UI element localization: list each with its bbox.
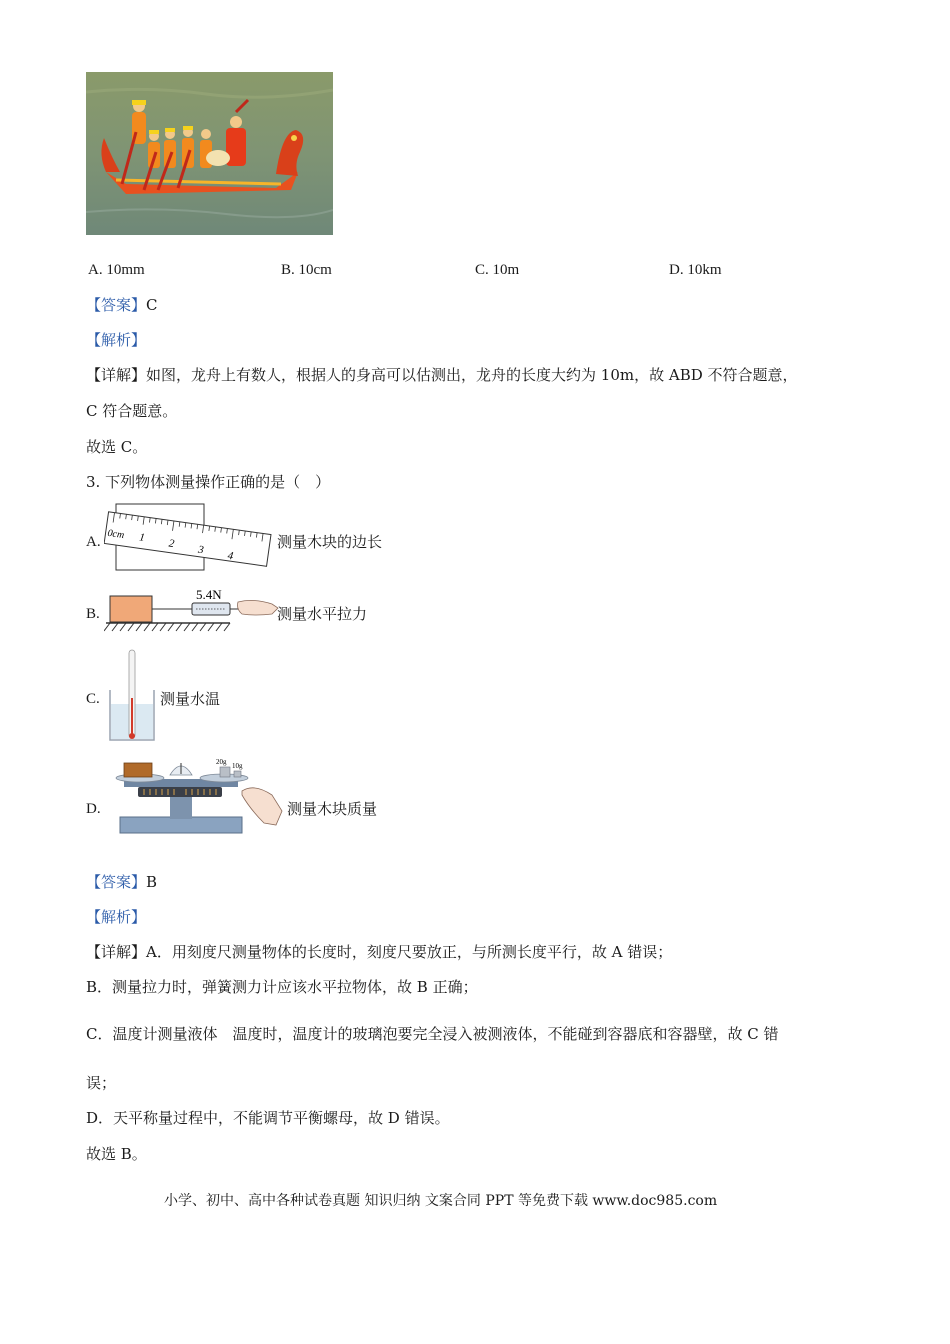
q2-option-a: A. 10mm [88, 262, 145, 278]
q2-detail-line-2: C 符合题意。 [86, 402, 178, 420]
q2-conclusion: 故选 C。 [86, 438, 148, 456]
q2-option-b: B. 10cm [281, 262, 332, 278]
question-3-stem: 3. 下列物体测量操作正确的是（ ） [86, 473, 331, 491]
q3-option-a-text: 测量木块的边长 [277, 533, 383, 551]
answer-tag: 【答案】 [86, 873, 147, 891]
q3-option-a-letter: A. [86, 534, 101, 550]
q2-detail-line-1: 【详解】如图，龙舟上有数人，根据人的身高可以估测出，龙舟的长度大约为 10m，故 ABD 不符合题意， [86, 366, 798, 384]
q3-option-d-text: 测量木块质量 [287, 800, 378, 818]
weight-20g-label: 20g [216, 758, 227, 766]
weight-10g-label: 10g [232, 762, 243, 770]
ruler-figure [104, 502, 276, 574]
answer-value: B [146, 873, 158, 891]
q3-detail-c-line-1: C．温度计测量液体 温度时，温度计的玻璃泡要完全浸入被测液体，不能碰到容器底和容器壁，故 C 错 [86, 1025, 779, 1043]
balance-figure [104, 755, 284, 837]
q3-option-c-letter: C. [86, 691, 100, 707]
answer-value: C [146, 296, 158, 314]
answer-tag: 【答案】 [86, 296, 147, 314]
q3-analysis-tag: 【解析】 [86, 908, 147, 926]
q3-option-b-letter: B. [86, 606, 100, 622]
thermometer-figure [106, 648, 158, 744]
q3-option-b-text: 测量水平拉力 [277, 605, 368, 623]
ruler-mark-1: 1 [138, 531, 146, 544]
detail-tag: 【详解】 [86, 943, 147, 961]
q2-option-c: C. 10m [475, 262, 520, 278]
spring-scale-reading: 5.4N [196, 587, 222, 602]
q3-option-d-letter: D. [86, 801, 101, 817]
ruler-mark-0: 0cm [106, 527, 125, 542]
ruler-mark-2: 2 [167, 537, 176, 551]
q2-option-d: D. 10km [669, 262, 722, 278]
spring-scale-figure [104, 586, 280, 634]
q3-detail-a: 【详解】A．用刻度尺测量物体的长度时，刻度尺要放正，与所测长度平行，故 A 错误； [86, 943, 673, 961]
detail-tag: 【详解】 [86, 366, 147, 384]
page-footer: 小学、初中、高中各种试卷真题 知识归纳 文案合同 PPT 等免费下载 www.doc985.com [164, 1193, 718, 1209]
q2-answer [86, 295, 158, 315]
q3-detail-d: D．天平称量过程中，不能调节平衡螺母，故 D 错误。 [86, 1109, 450, 1127]
q2-analysis-tag: 【解析】 [86, 331, 147, 349]
q3-detail-b: B．测量拉力时，弹簧测力计应该水平拉物体，故 B 正确； [86, 978, 478, 996]
ruler-mark-3: 3 [197, 543, 205, 557]
q3-conclusion: 故选 B。 [86, 1145, 147, 1163]
q3-option-c-text: 测量水温 [160, 690, 221, 708]
dragon-boat-photo [86, 72, 333, 235]
q3-answer [86, 872, 157, 892]
q3-detail-c-line-2: 误； [86, 1074, 117, 1092]
ruler-mark-4: 4 [226, 549, 234, 563]
